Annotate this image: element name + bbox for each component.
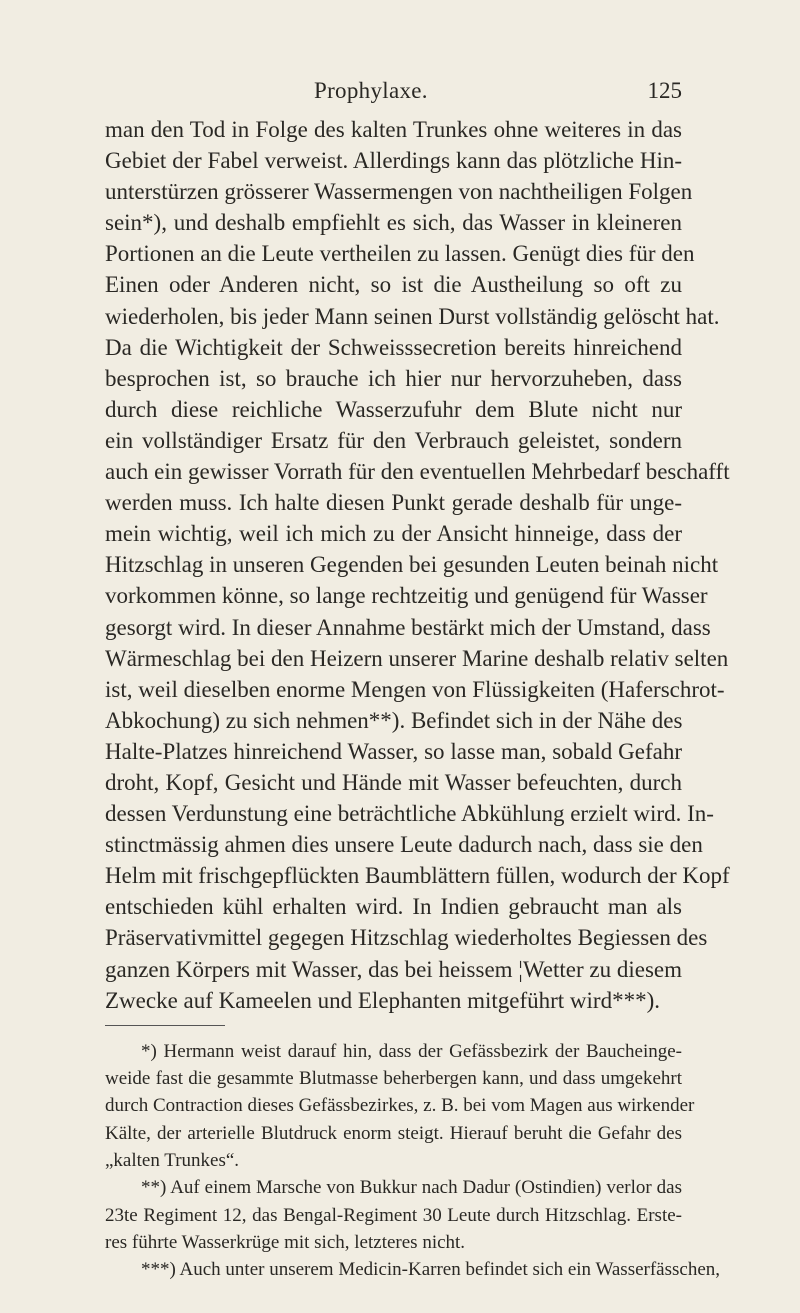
body-line: Da die Wichtigkeit der Schweisssecretion bereits hinreichend [105, 334, 682, 360]
body-line: besprochen ist, so brauche ich hier nur hervorzuheben, dass [105, 365, 682, 391]
body-line: Wärmeschlag bei den Heizern unserer Marine deshalb relativ selten [105, 645, 729, 671]
page-number: 125 [647, 78, 682, 103]
body-line: vorkommen könne, so lange rechtzeitig und genügend für Wasser [105, 583, 708, 609]
footnotes [105, 1038, 721, 1284]
body-line: ganzen Körpers mit Wasser, das bei heissem ¦Wetter zu diesem [105, 956, 682, 982]
body-line: werden muss. Ich halte diesen Punkt gerade deshalb für unge- [105, 490, 682, 516]
body-line: ist, weil dieselben enorme Mengen von Flüssigkeiten (Haferschrot- [105, 676, 725, 702]
footnote-line: **) Auf einem Marsche von Bukkur nach Dadur (Ostindien) verlor das [141, 1177, 682, 1199]
body-line: Präservativmittel gegegen Hitzschlag wiederholtes Begiessen des [105, 925, 708, 951]
footnote-line: res führte Wasserkrüge mit sich, letzteres nicht. [105, 1231, 466, 1253]
body-line: entschieden kühl erhalten wird. In Indien gebraucht man als [105, 894, 682, 920]
body-line: unterstürzen grösserer Wassermengen von nachtheiligen Folgen [105, 179, 693, 205]
footnote-line: weide fast die gesammte Blutmasse beherbergen kann, und dass umgekehrt [105, 1068, 682, 1090]
body-line: sein*), und deshalb empfiehlt es sich, das Wasser in kleineren [105, 210, 682, 236]
body-line: Portionen an die Leute vertheilen zu lassen. Genügt dies für den [105, 241, 695, 267]
body-line: Helm mit frischgepflückten Baumblättern füllen, wodurch der Kopf [105, 863, 730, 889]
body-line: droht, Kopf, Gesicht und Hände mit Wasser befeuchten, durch [105, 769, 682, 795]
running-title: Prophylaxe. [314, 78, 428, 103]
body-text [105, 114, 730, 1016]
body-line: dessen Verdunstung eine beträchtliche Abkühlung erzielt wird. In- [105, 801, 714, 827]
body-line: mein wichtig, weil ich mich zu der Ansicht hinneige, dass der [105, 521, 682, 547]
body-line: stinctmässig ahmen dies unsere Leute dadurch nach, dass sie den [105, 832, 703, 858]
footnote-line: „kalten Trunkes“. [105, 1149, 240, 1171]
body-line: Hitzschlag in unseren Gegenden bei gesunden Leuten beinah nicht [105, 552, 719, 578]
body-line: man den Tod in Folge des kalten Trunkes ohne weiteres in das [105, 117, 682, 142]
body-line: wiederholen, bis jeder Mann seinen Durst vollständig gelöscht hat. [105, 303, 720, 329]
body-line: Zwecke auf Kameelen und Elephanten mitgeführt wird***). [105, 987, 660, 1013]
body-line: Abkochung) zu sich nehmen**). Befindet sich in der Nähe des [105, 707, 683, 733]
body-line: ein vollständiger Ersatz für den Verbrauch geleistet, sondern [105, 427, 682, 453]
footnote-line: 23te Regiment 12, das Bengal-Regiment 30 Leute durch Hitzschlag. Erste- [105, 1204, 682, 1226]
footnote-line: ***) Auch unter unserem Medicin-Karren befindet sich ein Wasserfässchen, [141, 1259, 721, 1281]
footnote-line: Kälte, der arterielle Blutdruck enorm steigt. Hierauf beruht die Gefahr des [105, 1122, 682, 1144]
body-line: gesorgt wird. In dieser Annahme bestärkt mich der Umstand, dass [105, 614, 711, 640]
footnote-line: *) Hermann weist darauf hin, dass der Gefässbezirk der Baucheinge- [141, 1040, 682, 1062]
body-line: Halte-Platzes hinreichend Wasser, so lasse man, sobald Gefahr [105, 738, 682, 764]
body-line: Einen oder Anderen nicht, so ist die Austheilung so oft zu [105, 272, 682, 298]
body-line: Gebiet der Fabel verweist. Allerdings kann das plötzliche Hin- [105, 148, 682, 174]
body-line: auch ein gewisser Vorrath für den eventuellen Mehrbedarf beschafft [105, 459, 730, 485]
running-head [105, 74, 682, 114]
footnote-divider [105, 1025, 225, 1026]
footnote-line: durch Contraction dieses Gefässbezirkes, z. B. bei vom Magen aus wirkender [105, 1095, 695, 1117]
body-line: durch diese reichliche Wasserzufuhr dem Blute nicht nur [105, 396, 682, 422]
